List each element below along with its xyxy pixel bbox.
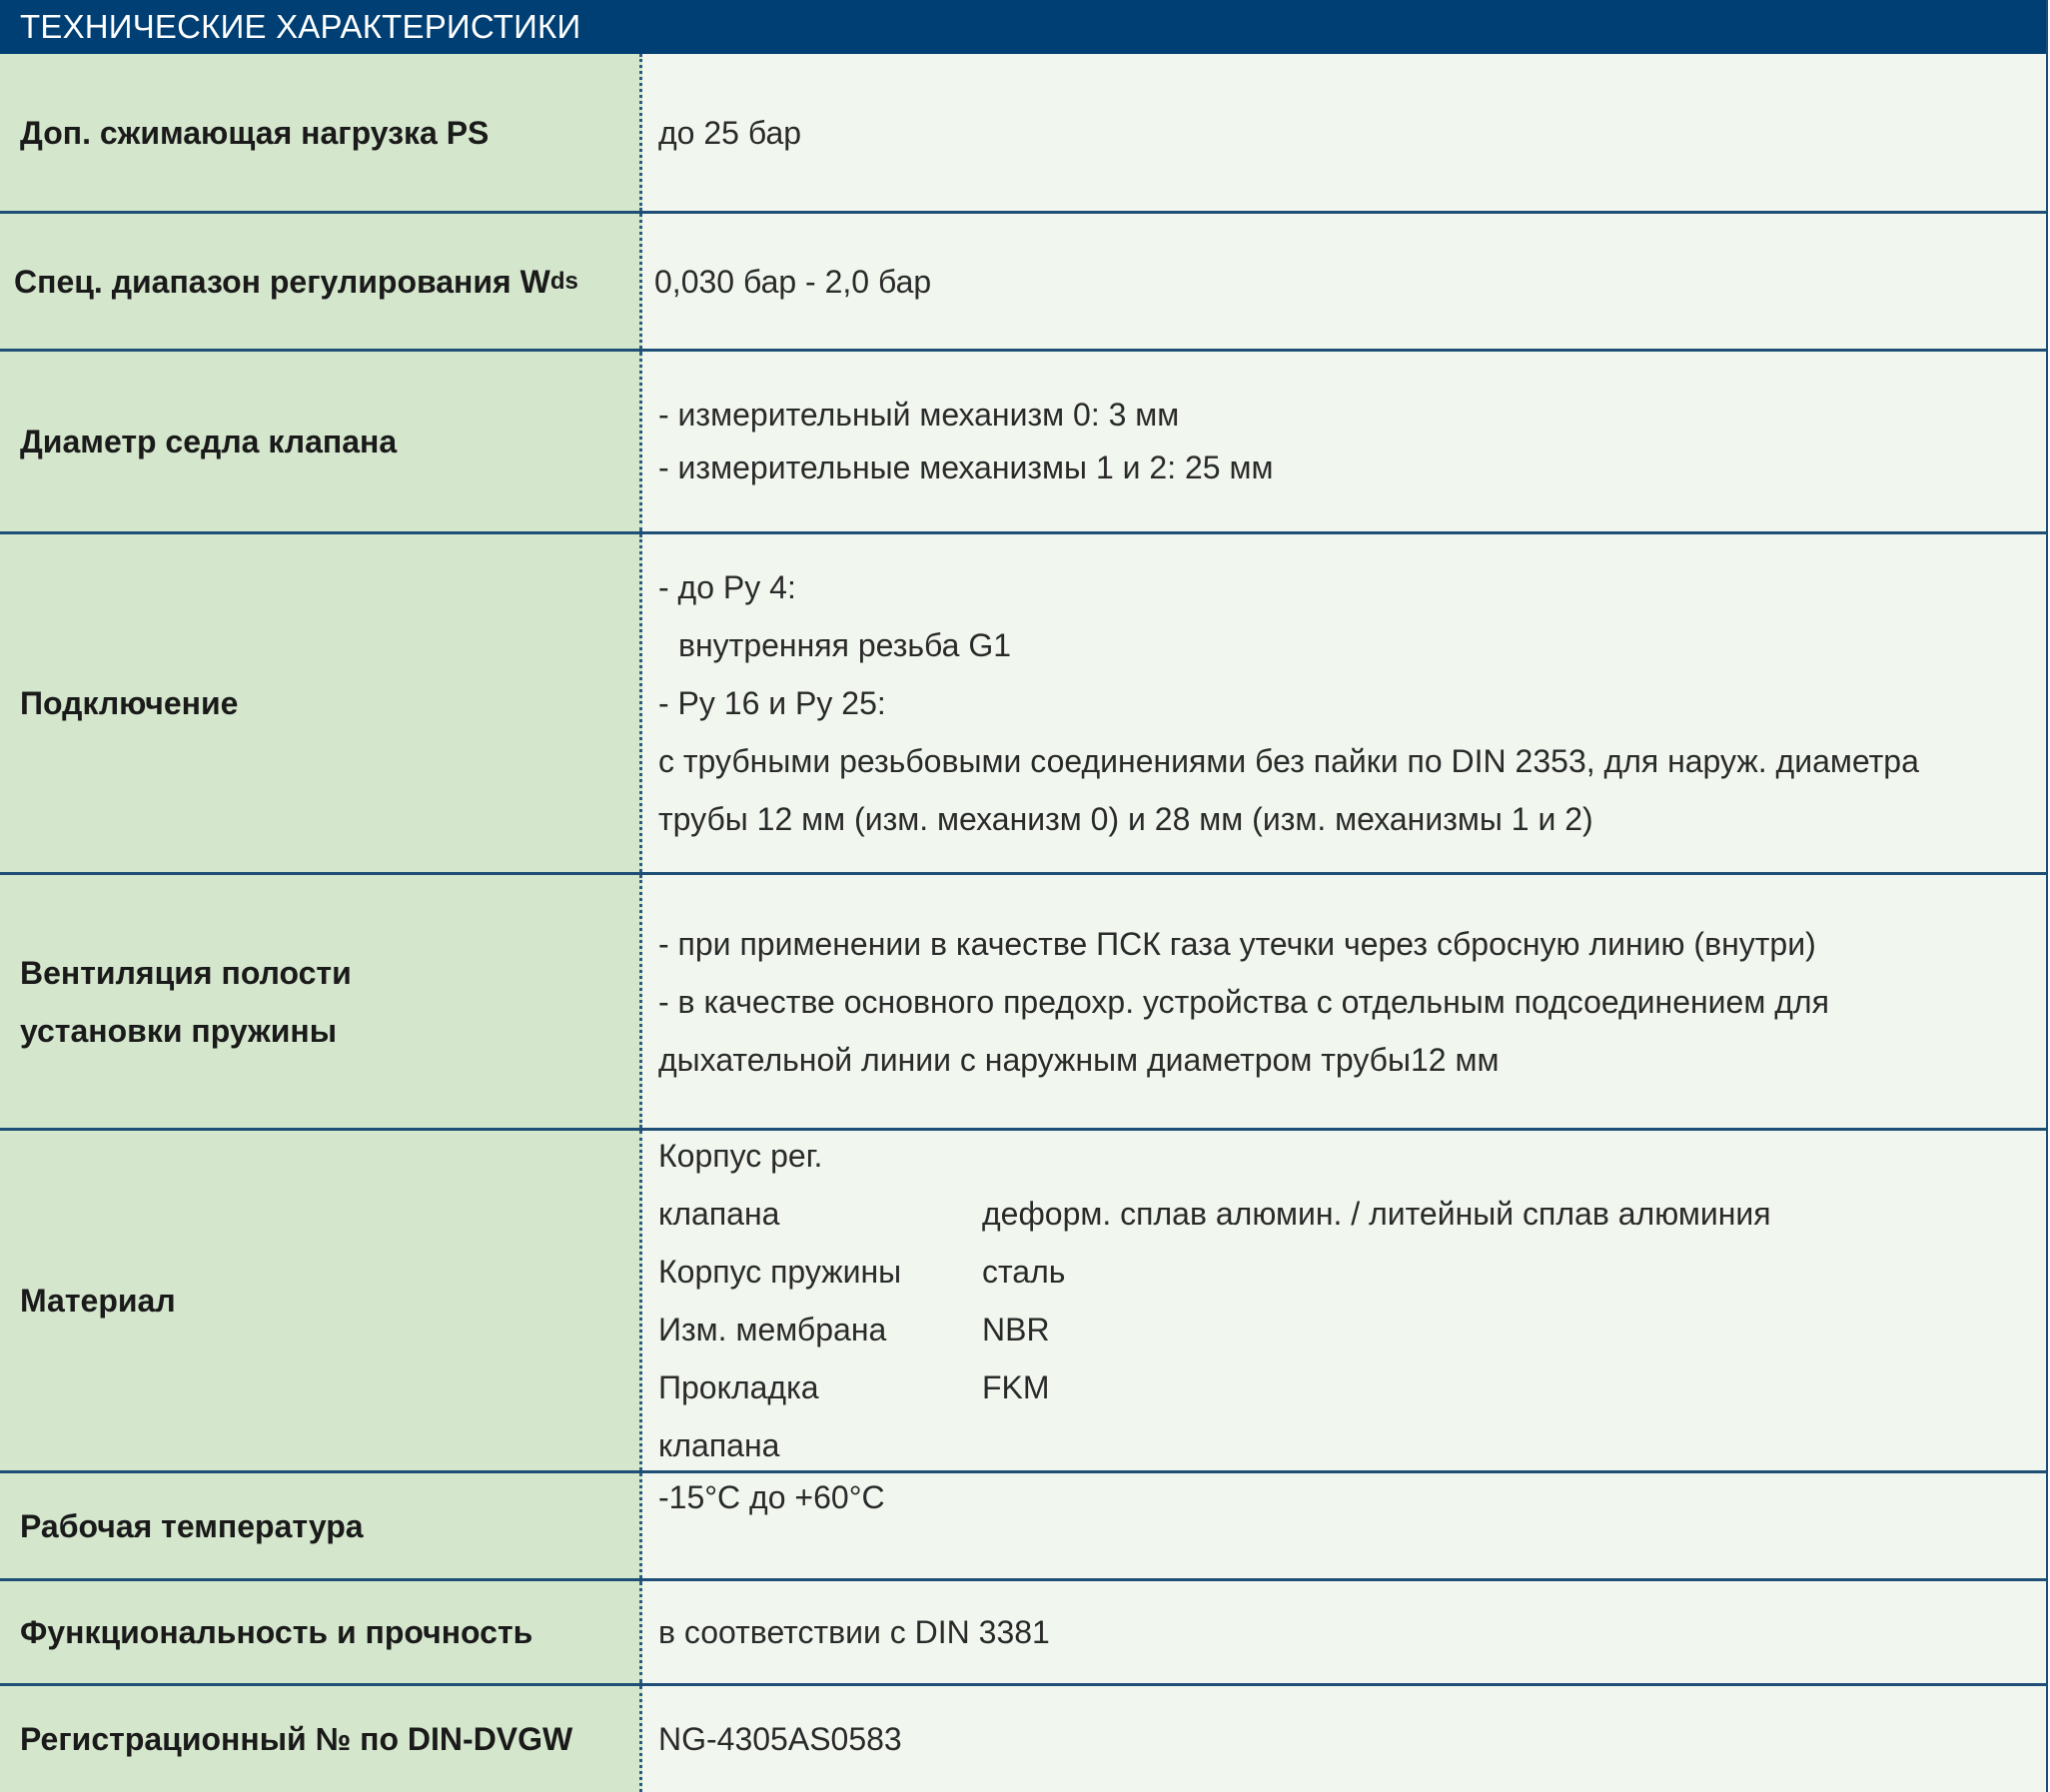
material-name: Изм. мембрана <box>658 1312 887 1347</box>
spec-value-line: - измерительный механизм 0: 3 мм <box>658 397 1180 433</box>
material-name: клапана <box>658 1196 780 1232</box>
spec-row-material <box>0 1131 2046 1473</box>
material-name: Прокладка <box>658 1369 819 1405</box>
spec-value <box>642 352 2046 531</box>
spec-label: Функциональность и прочность <box>0 1581 642 1683</box>
spec-value-line: трубы 12 мм (изм. механизм 0) и 28 мм (изм. механизмы 1 и 2) <box>658 801 1593 837</box>
spec-row-max-pressure <box>0 54 2046 214</box>
spec-row-registration-number <box>0 1686 2046 1792</box>
spec-value <box>642 534 2046 872</box>
spec-label: Доп. сжимающая нагрузка PS <box>0 54 642 211</box>
spec-value <box>642 54 2046 211</box>
spec-row-spring-ventilation <box>0 875 2046 1131</box>
material-name: Корпус рег. <box>658 1138 823 1174</box>
material-name: клапана <box>658 1427 780 1463</box>
spec-row-seat-diameter <box>0 352 2046 534</box>
spec-value-line: - Ру 16 и Ру 25: <box>658 685 886 721</box>
spec-label: Подключение <box>0 534 642 872</box>
spec-label-line: Вентиляция полости <box>20 954 352 991</box>
spec-label-text: Спец. диапазон регулирования W <box>14 263 550 300</box>
spec-row-operating-temperature <box>0 1473 2046 1581</box>
material-row <box>658 1416 2046 1474</box>
material-row <box>658 1358 2046 1416</box>
table-header: ТЕХНИЧЕСКИЕ ХАРАКТЕРИСТИКИ <box>0 0 2046 54</box>
material-value: FKM <box>982 1369 1050 1405</box>
spec-value <box>642 1131 2046 1470</box>
material-row <box>658 1301 2046 1358</box>
spec-value-line: внутренняя резьба G1 <box>678 627 1012 663</box>
spec-label <box>0 875 642 1128</box>
spec-value-line: NG-4305AS0583 <box>658 1721 902 1757</box>
material-name: Корпус пружины <box>658 1254 902 1290</box>
spec-value-line: - при применении в качестве ПСК газа утечки через сбросную линию (внутри) <box>658 925 1816 962</box>
spec-value-line: -15°C до +60°C <box>658 1479 885 1515</box>
material-value: деформ. сплав алюмин. / литейный сплав алюминия <box>982 1196 1771 1232</box>
material-value: сталь <box>982 1254 1066 1290</box>
material-row <box>658 1243 2046 1301</box>
spec-value-line: - до Ру 4: <box>658 569 796 605</box>
spec-label: Диаметр седла клапана <box>0 352 642 531</box>
spec-value <box>642 1686 2046 1792</box>
material-row <box>658 1127 2046 1185</box>
material-value: NBR <box>982 1312 1050 1347</box>
spec-value-line: в соответствии с DIN 3381 <box>658 1614 1050 1650</box>
spec-label-subscript: ds <box>549 267 578 295</box>
spec-value-line: до 25 бар <box>658 114 802 151</box>
spec-value <box>642 1473 2046 1578</box>
spec-row-function-strength <box>0 1581 2046 1686</box>
spec-value-line: 0,030 бар - 2,0 бар <box>654 263 932 300</box>
spec-row-connection <box>0 534 2046 875</box>
spec-value-line: дыхательной линии с наружным диаметром трубы12 мм <box>658 1041 1500 1078</box>
spec-label: Рабочая температура <box>0 1473 642 1578</box>
spec-value <box>642 214 2046 349</box>
spec-label: Материал <box>0 1131 642 1470</box>
spec-label <box>0 214 642 349</box>
material-row <box>658 1185 2046 1243</box>
spec-value-line: - измерительные механизмы 1 и 2: 25 мм <box>658 449 1274 485</box>
spec-label-line: установки пружины <box>20 1012 338 1049</box>
spec-label: Регистрационный № по DIN-DVGW <box>0 1686 642 1792</box>
spec-value-line: с трубными резьбовыми соединениями без пайки по DIN 2353, для наруж. диаметра <box>658 743 1919 779</box>
spec-value-line: - в качестве основного предохр. устройства с отдельным подсоединением для <box>658 983 1829 1020</box>
spec-value <box>642 875 2046 1128</box>
spec-value <box>642 1581 2046 1683</box>
spec-row-set-range <box>0 214 2046 352</box>
